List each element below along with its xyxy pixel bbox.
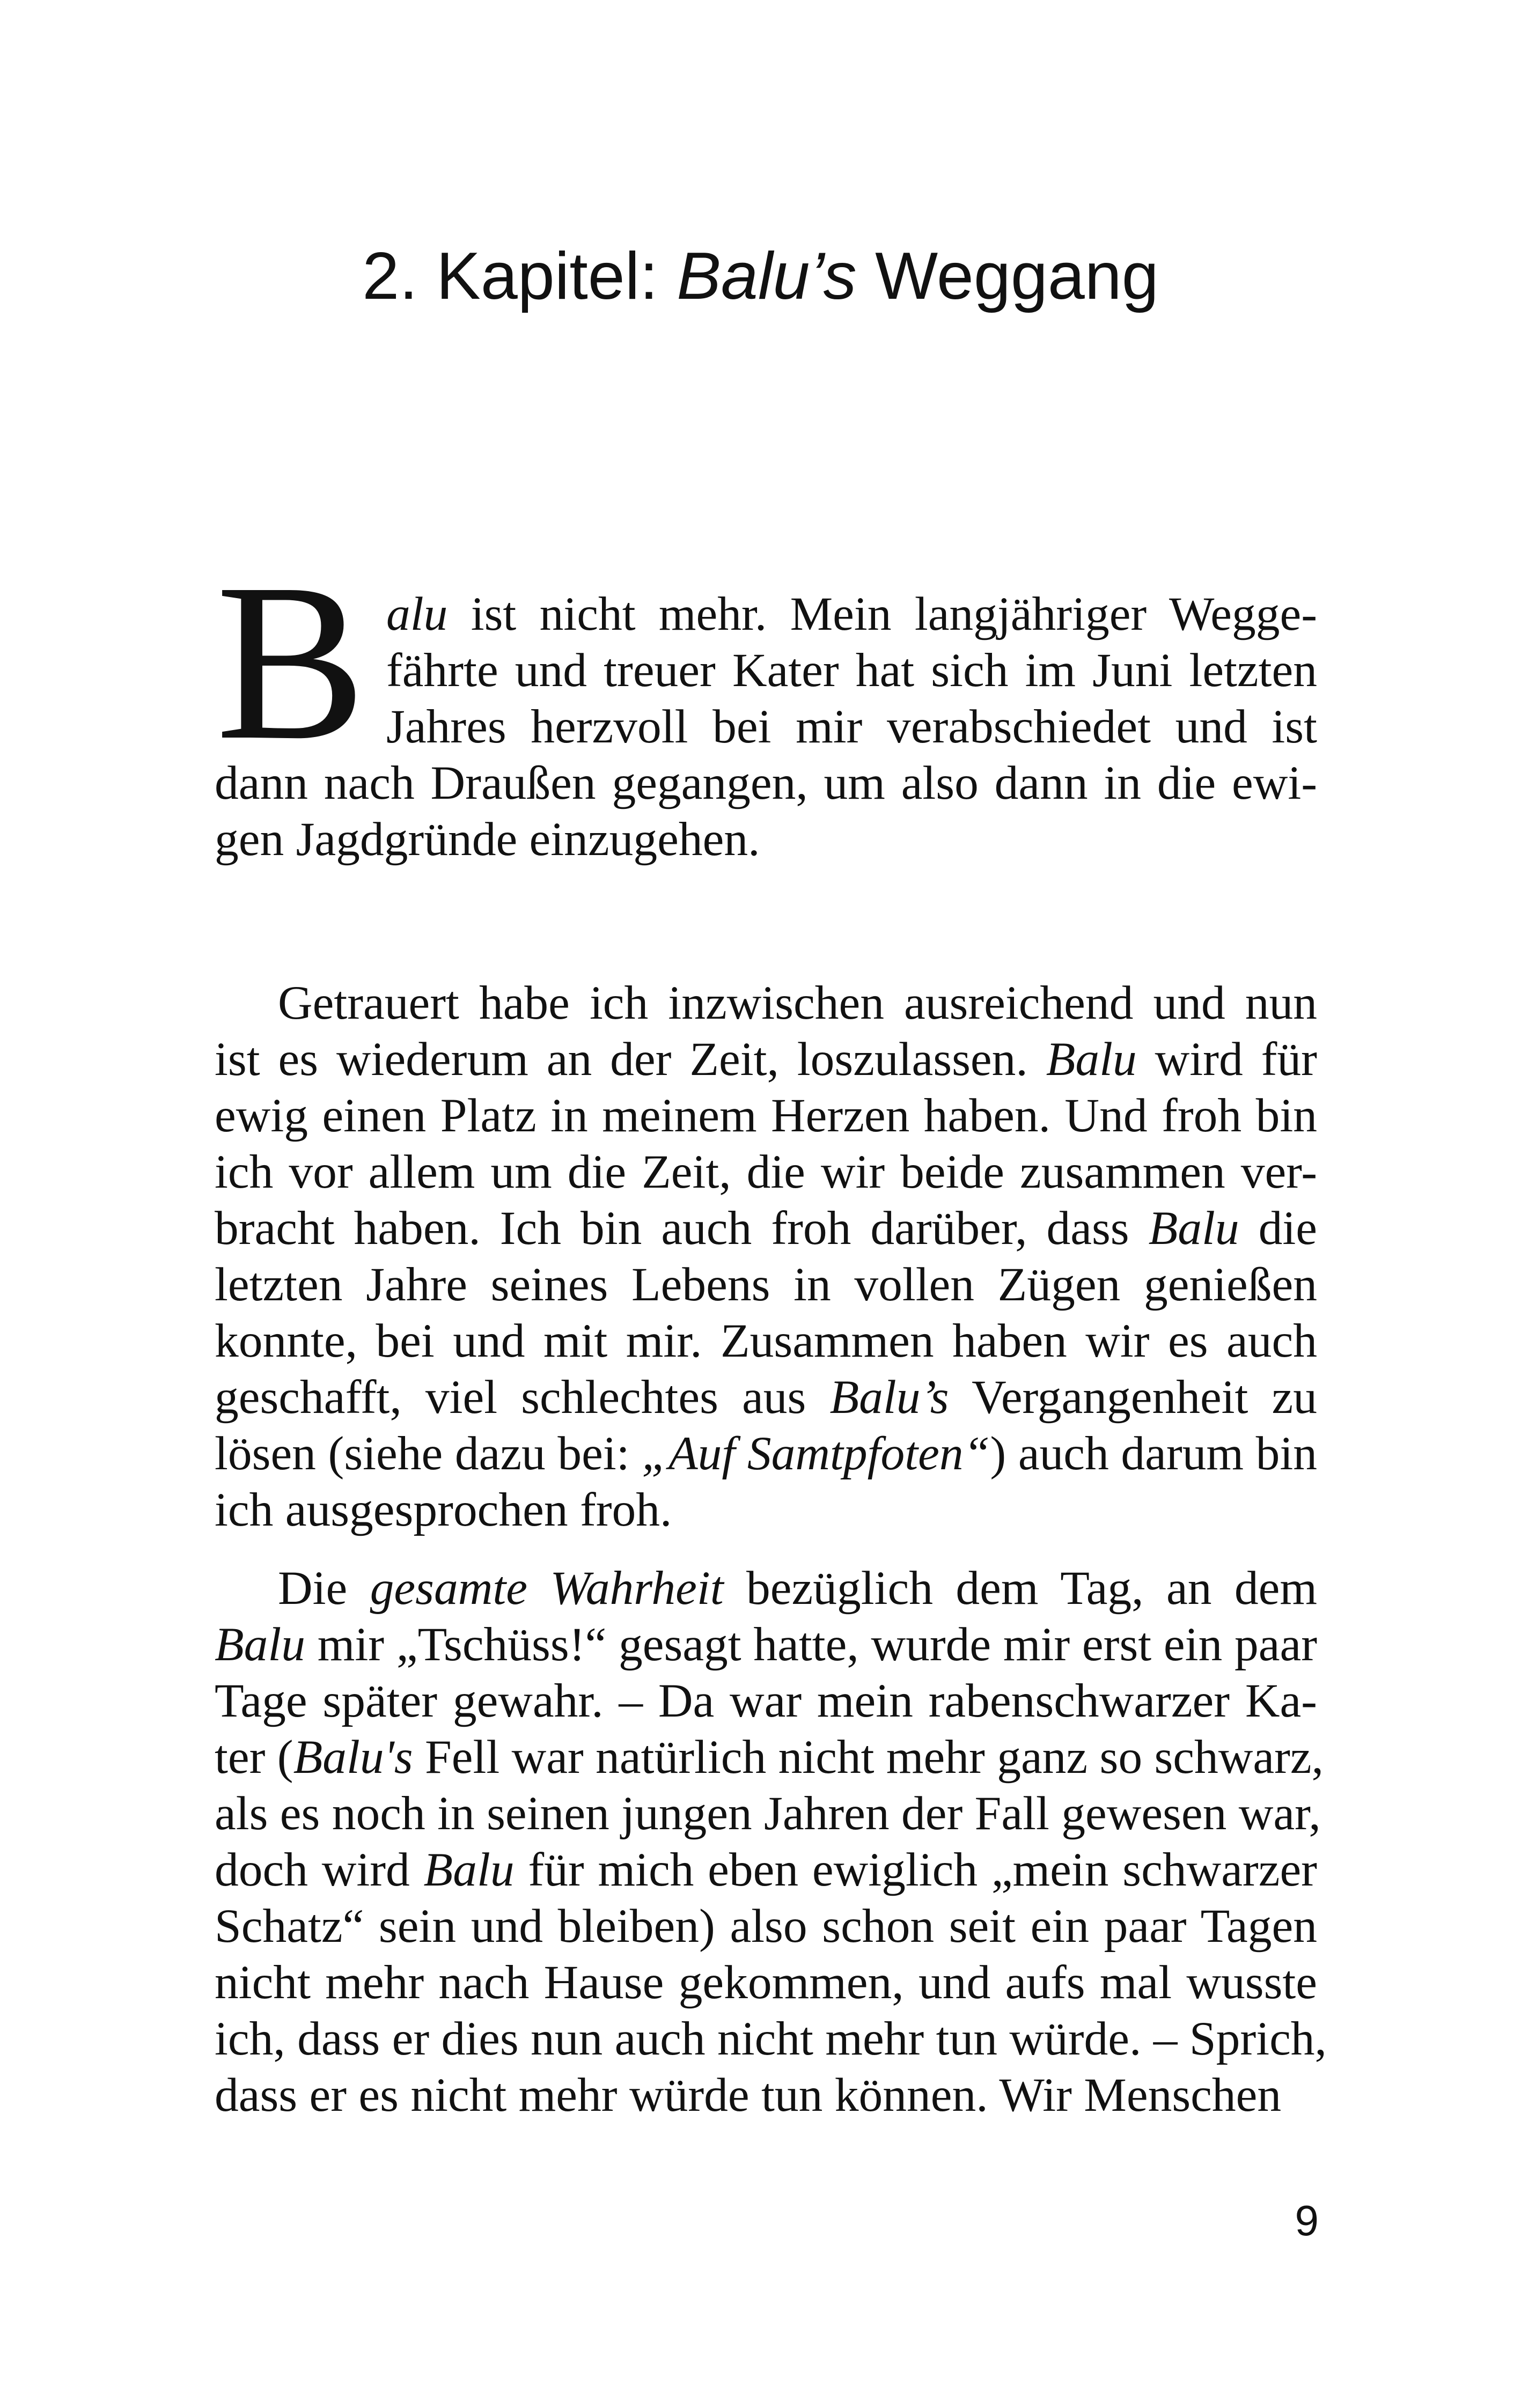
chapter-title: [0, 236, 1521, 316]
italic-text: gesamte Wahrheit: [370, 1562, 724, 1615]
text-run: konnte, bei und mit mir. Zusammen haben wir es auch: [215, 1314, 1317, 1367]
text-line: [215, 755, 1317, 811]
text-run: Tage später gewahr. – Da war mein rabenschwarzer Ka-: [215, 1674, 1317, 1727]
paragraph-3: [215, 1560, 1327, 2123]
text-run: Die: [278, 1562, 370, 1615]
text-run: lösen (siehe dazu bei:: [215, 1427, 642, 1480]
text-run: gen Jagdgründe einzugehen.: [215, 813, 760, 866]
text-run: ich, dass er dies nun auch nicht mehr tun würde. – Sprich,: [215, 2012, 1327, 2065]
text-run: Jahres herzvoll bei mir verabschiedet und ist: [386, 700, 1317, 753]
italic-text: Balu: [1046, 1033, 1137, 1086]
italic-text: Balu: [215, 1618, 306, 1671]
text-line: [215, 1256, 1317, 1313]
text-run: bracht haben. Ich bin auch froh darüber, dass: [215, 1202, 1149, 1255]
text-run: die: [1239, 1202, 1317, 1255]
text-line: [215, 642, 1317, 698]
text-line: [215, 1313, 1317, 1369]
text-run: fährte und treuer Kater hat sich im Juni letzten: [386, 644, 1317, 697]
text-line: [215, 975, 1317, 1031]
text-run: bezüglich dem Tag, an dem: [723, 1562, 1317, 1615]
text-line: [215, 1144, 1317, 1200]
text-run: wird für: [1136, 1033, 1317, 1086]
text-run: dann nach Draußen gegangen, um also dann in die ewi-: [215, 756, 1317, 809]
text-run: für mich eben ewiglich „mein schwarzer: [514, 1843, 1317, 1896]
drop-cap: B: [216, 537, 366, 786]
italic-text: Balu’s: [829, 1371, 949, 1424]
text-line: [215, 1842, 1317, 1898]
text-line: [215, 1785, 1321, 1842]
text-run: ewig einen Platz in meinem Herzen haben. Und froh bin: [215, 1089, 1317, 1142]
text-line: [215, 1954, 1317, 2011]
text-run: Vergangenheit zu: [949, 1371, 1317, 1424]
text-run: ter (: [215, 1730, 293, 1784]
chapter-title-suffix: Weggang: [856, 239, 1159, 313]
text-run: dass er es nicht mehr würde tun können. Wir Menschen: [215, 2068, 1282, 2122]
text-run: ist nicht mehr. Mein langjähriger Wegge-: [447, 587, 1317, 640]
text-line: [215, 1898, 1317, 1954]
text-run: Schatz“ sein und bleiben) also schon seit ein paar Tagen: [215, 1899, 1317, 1953]
text-line: [215, 811, 1317, 867]
chapter-title-prefix: 2. Kapitel:: [362, 239, 677, 313]
text-run: Getrauert habe ich inzwischen ausreichend und nun: [278, 976, 1317, 1029]
text-line: [215, 698, 1317, 755]
italic-text: Balu: [1148, 1202, 1239, 1255]
italic-text: alu: [386, 587, 448, 640]
text-line: [215, 1087, 1317, 1144]
text-run: doch wird: [215, 1843, 424, 1896]
text-line: [215, 1369, 1317, 1425]
text-line: [215, 2011, 1327, 2067]
text-line: [215, 1560, 1317, 1616]
text-line: [215, 2067, 1317, 2123]
text-run: ich ausgesprochen froh.: [215, 1483, 672, 1536]
text-run: ich vor allem um die Zeit, die wir beide zusammen ver-: [215, 1145, 1317, 1198]
text-line: [215, 1200, 1317, 1256]
italic-text: „Auf Samtpfoten“: [642, 1427, 990, 1480]
text-run: nicht mehr nach Hause gekommen, und aufs mal wusste: [215, 1956, 1317, 2009]
paragraph-2: [215, 975, 1317, 1538]
text-run: ) auch darum bin: [990, 1427, 1318, 1480]
chapter-title-name: Balu’s: [677, 239, 857, 313]
text-run: als es noch in seinen jungen Jahren der Fall gewesen war,: [215, 1787, 1321, 1840]
text-run: Fell war natürlich nicht mehr ganz so schwarz,: [413, 1730, 1324, 1784]
text-run: letzten Jahre seines Lebens in vollen Zügen genießen: [215, 1258, 1317, 1311]
page-number: 9: [1295, 2197, 1319, 2244]
text-run: geschafft, viel schlechtes aus: [215, 1371, 830, 1424]
text-line: [215, 1729, 1324, 1785]
text-run: mir „Tschüss!“ gesagt hatte, wurde mir erst ein paar: [305, 1618, 1317, 1671]
text-line: [215, 586, 1317, 642]
italic-text: Balu's: [293, 1730, 413, 1784]
text-line: [215, 1673, 1317, 1729]
text-line: [215, 1425, 1317, 1482]
italic-text: Balu: [423, 1843, 515, 1896]
paragraph-1: [215, 586, 1317, 867]
text-line: [215, 1031, 1317, 1087]
text-run: ist es wiederum an der Zeit, loszulassen.: [215, 1033, 1046, 1086]
text-line: [215, 1616, 1317, 1673]
text-line: [215, 1482, 1317, 1538]
